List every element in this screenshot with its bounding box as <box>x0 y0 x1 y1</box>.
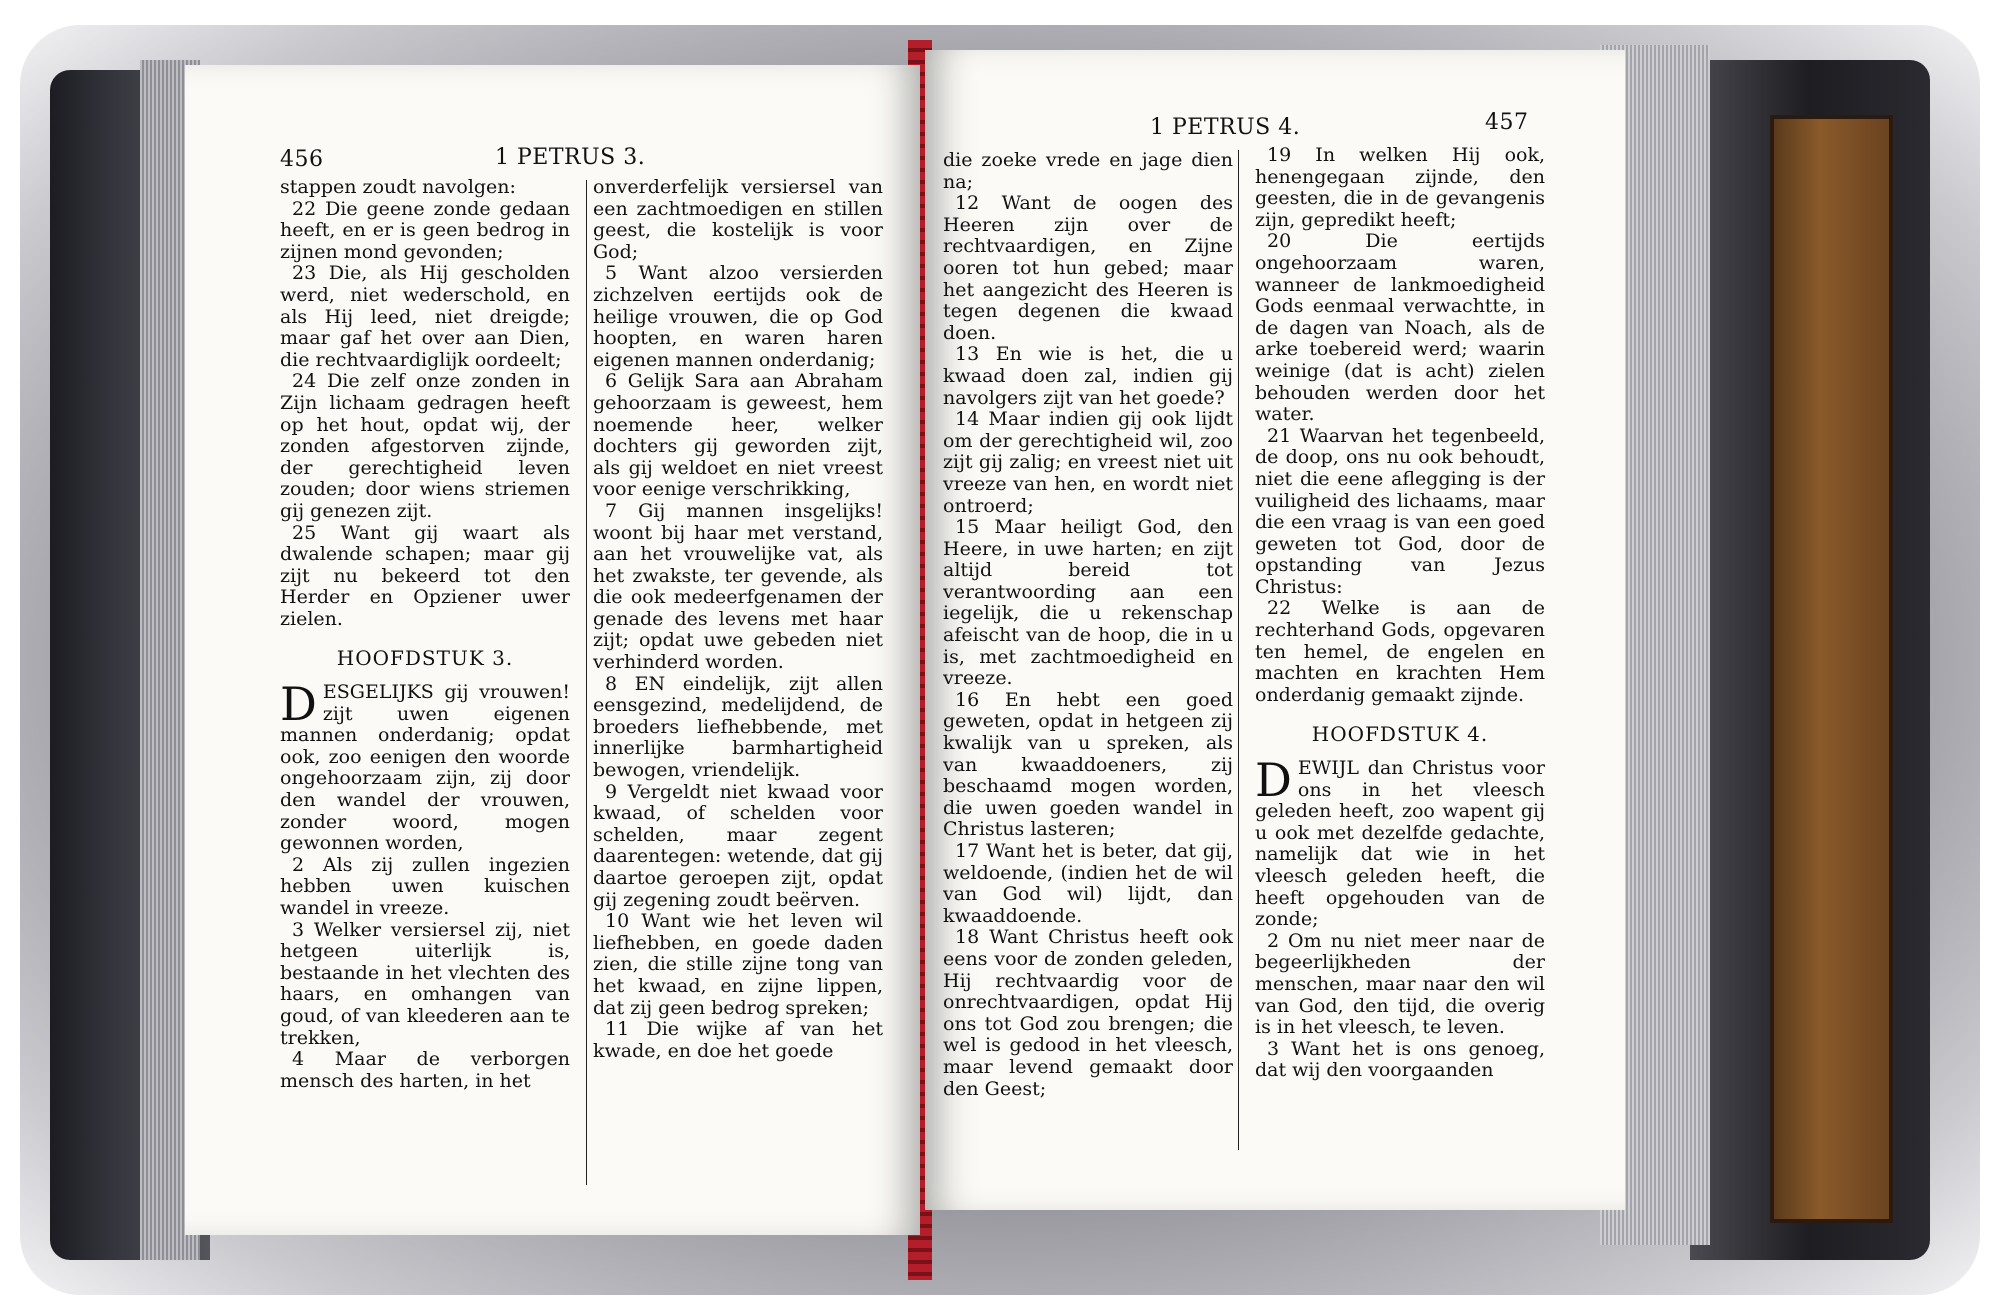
verse-paragraph: 19 In welken Hij ook, henengegaan zijnde, den geesten, die in de gevangenis zijn, gepredikt heeft; <box>1255 144 1545 231</box>
column-divider <box>586 180 587 1185</box>
verse-paragraph: 13 En wie is het, die u kwaad doen zal, indien gij navolgers zijt van het goede? <box>943 343 1233 409</box>
verse-paragraph: 20 Die eertijds ongehoorzaam waren, wanneer de lankmoedigheid Gods eenmaal verwachtte, in de dagen van Noach, als de arke toebereid werd; waarin weinige (dat is acht) zielen behouden werden door het water. <box>1255 230 1545 426</box>
verse-paragraph: onverderfelijk versiersel van een zachtmoedigen en stillen geest, die kostelijk is voor God; <box>593 176 883 263</box>
verse-paragraph: 14 Maar indien gij ook lijdt om der gerechtigheid wil, zoo zijt gij zalig; en vreest niet uit vreeze van hen, en wordt niet ontroerd; <box>943 408 1233 517</box>
verse-paragraph: 2 Om nu niet meer naar de begeerlijkheden der menschen, maar naar den wil van God, den tijd, die overig is in het vleesch, te leven. <box>1255 929 1545 1039</box>
verse-paragraph: 23 Die, als Hij gescholden werd, niet wederschold, en als Hij leed, niet dreigde; maar gaf het over aan Dien, die rechtvaardiglijk oordeelt; <box>280 262 570 371</box>
chapter-opening: DESGELIJKS gij vrouwen! zijt uwen eigenen mannen onderdanig; opdat ook, zoo eenigen den woorde ongehoorzaam zijn, zij door den wandel der vrouwen, zonder woord, mogen gewonnen worden, <box>280 677 570 855</box>
verse-paragraph: 22 Welke is aan de rechterhand Gods, opgevaren ten hemel, de engelen en machten en krachten Hem onderdanig gemaakt zijnde. <box>1255 597 1545 706</box>
dropcap: D <box>280 677 317 732</box>
verse-paragraph: 25 Want gij waart als dwalende schapen; maar gij zijt nu bekeerd tot den Herder en Opziener uwer zielen. <box>280 521 570 630</box>
running-head: 1 PETRUS 4. <box>1150 115 1301 140</box>
verse-paragraph: 22 Die geene zonde gedaan heeft, en er is geen bedrog in zijnen mond gevonden; <box>280 197 570 263</box>
verse-paragraph: 12 Want de oogen des Heeren zijn over de rechtvaardigen, en Zijne ooren tot hun gebed; maar het aangezicht des Heeren is tegen degenen die kwaad doen. <box>943 192 1233 344</box>
verse-paragraph: 6 Gelijk Sara aan Abraham gehoorzaam is geweest, hem noemende heer, welker dochters gij geworden zijt, als gij weldoet en niet vreest voor eenige verschrikking, <box>593 370 883 501</box>
column-divider <box>1238 150 1239 1150</box>
verse-paragraph: 5 Want alzoo versierden zichzelven eertijds ook de heilige vrouwen, die op God hoopten, en waren haren eigenen mannen onderdanig; <box>593 262 883 371</box>
verse-paragraph: 9 Vergeldt niet kwaad voor kwaad, of schelden voor schelden, maar zegent daarentegen: wetende, dat gij daartoe geroepen zijt, opdat gij zegening zoudt beërven. <box>593 780 883 911</box>
chapter-heading: HOOFDSTUK 3. <box>336 646 514 671</box>
verse-paragraph: 8 EN eindelijk, zijt allen eensgezind, medelijdend, de broeders liefhebbende, met innerlijke barmhartigheid bewogen, vriendelijk. <box>593 672 883 782</box>
right-column-2 <box>1255 145 1545 1082</box>
verse-paragraph: 18 Want Christus heeft ook eens voor de zonden geleden, Hij rechtvaardig voor de onrechtvaardigen, opdat Hij ons tot God zou brengen; die wel is gedood in het vleesch, maar levend gemaakt door den Geest; <box>943 926 1233 1100</box>
verse-paragraph: 7 Gij mannen insgelijks! woont bij haar met verstand, aan het vrouwelijke vat, als het zwakste, ter gevende, als die ook medeerfgenamen der genade des levens met haar zijt; opdat uwe gebeden niet verhinderd worden. <box>593 499 883 674</box>
verse-paragraph: 17 Want het is beter, dat gij, weldoende, (indien het de wil van God wil) lijdt, dan kwaaddoende. <box>943 840 1233 927</box>
left-column-2 <box>593 177 883 1062</box>
verse-paragraph: 16 En hebt een goed geweten, opdat in hetgeen zij kwalijk van u spreken, als van kwaaddoeners, zij beschaamd mogen worden, die uwen goeden wandel in Christus lasteren; <box>943 688 1233 841</box>
verse-paragraph: 2 Als zij zullen ingezien hebben uwen kuischen wandel in vreeze. <box>280 853 570 919</box>
running-head: 1 PETRUS 3. <box>495 145 646 170</box>
verse-paragraph: stappen zoudt navolgen: <box>280 176 516 198</box>
verse-paragraph: 4 Maar de verborgen mensch des harten, in het <box>280 1048 570 1092</box>
page-number: 456 <box>280 147 324 172</box>
verse-paragraph: 11 Die wijke af van het kwade, en doe het goede <box>593 1018 883 1062</box>
verse-paragraph: 10 Want wie het leven wil liefhebben, en goede daden zien, die stille zijne tong van het kwaad, en zijne lippen, dat zij geen bedrog spreken; <box>593 910 883 1019</box>
right-page <box>925 50 1625 1210</box>
book-edge-gilt <box>1770 115 1893 1223</box>
verse-paragraph: 24 Die zelf onze zonden in Zijn lichaam gedragen heeft op het hout, opdat wij, der zonden afgestorven zijnde, der gerechtigheid leven zouden; door wiens striemen gij genezen zijt. <box>280 370 570 522</box>
chapter-opening: DEWIJL dan Christus voor ons in het vleesch geleden heeft, zoo wapent gij u ook met dezelfde gedachte, namelijk dat wie in het vleesch geleden heeft, die heeft opgehouden van de zonde; <box>1255 753 1545 931</box>
page-number: 457 <box>1485 110 1529 135</box>
verse-paragraph: 21 Waarvan het tegenbeeld, de doop, ons nu ook behoudt, niet die eene aflegging is der vuiligheid des lichaams, maar die een vraag is van een goed geweten tot God, door de opstanding van Jezus Christus: <box>1255 424 1545 598</box>
left-column-1 <box>280 177 570 1092</box>
verse-paragraph: 3 Welker versiersel zij, niet hetgeen uiterlijk is, bestaande in het vlechten des haars, en omhangen van goud, of van kleederen aan te trekken, <box>280 918 570 1049</box>
right-column-1 <box>943 150 1233 1100</box>
left-page <box>185 65 920 1235</box>
chapter-heading: HOOFDSTUK 4. <box>1311 722 1489 747</box>
verse-paragraph: 3 Want het is ons genoeg, dat wij den voorgaanden <box>1255 1037 1545 1082</box>
verse-paragraph: die zoeke vrede en jage dien na; <box>943 149 1233 193</box>
dropcap: D <box>1255 753 1292 808</box>
verse-paragraph: 15 Maar heiligt God, den Heere, in uwe harten; en zijt altijd bereid tot verantwoording aan een iegelijk, die u rekenschap afeischt van de hoop, die in u is, met zachtmoedigheid en vreeze. <box>943 516 1233 690</box>
